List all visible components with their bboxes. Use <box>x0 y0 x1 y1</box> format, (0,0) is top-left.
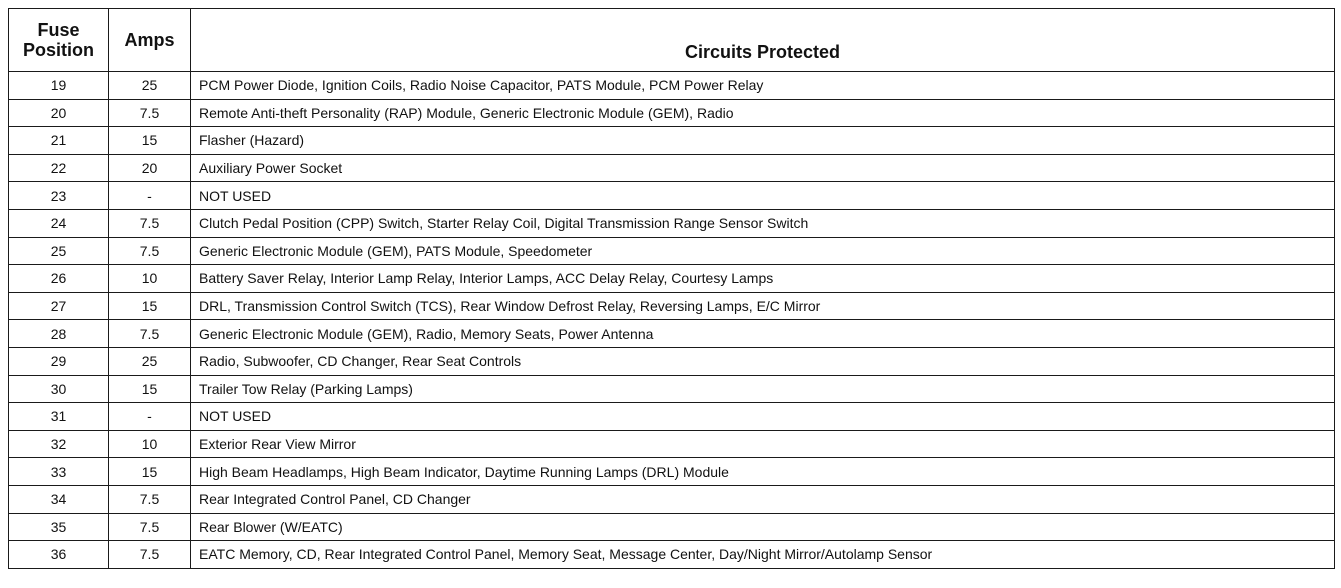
amps-cell: 10 <box>109 265 191 293</box>
amps-cell: 7.5 <box>109 99 191 127</box>
amps-cell: 15 <box>109 458 191 486</box>
circuits-cell: PCM Power Diode, Ignition Coils, Radio Noise Capacitor, PATS Module, PCM Power Relay <box>191 72 1335 100</box>
circuits-cell: Flasher (Hazard) <box>191 127 1335 155</box>
table-row <box>9 99 1335 127</box>
circuits-cell: High Beam Headlamps, High Beam Indicator, Daytime Running Lamps (DRL) Module <box>191 458 1335 486</box>
fuse-position-cell: 32 <box>9 430 109 458</box>
fuse-position-cell: 27 <box>9 292 109 320</box>
table-row <box>9 485 1335 513</box>
amps-cell: 7.5 <box>109 485 191 513</box>
table-row <box>9 154 1335 182</box>
header-circuits-protected: Circuits Protected <box>191 9 1335 72</box>
circuits-cell: Rear Blower (W/EATC) <box>191 513 1335 541</box>
amps-cell: - <box>109 403 191 431</box>
amps-cell: 25 <box>109 347 191 375</box>
fuse-position-cell: 24 <box>9 209 109 237</box>
circuits-cell: NOT USED <box>191 182 1335 210</box>
circuits-cell: Exterior Rear View Mirror <box>191 430 1335 458</box>
table-row <box>9 403 1335 431</box>
fuse-position-cell: 28 <box>9 320 109 348</box>
circuits-cell: Generic Electronic Module (GEM), PATS Module, Speedometer <box>191 237 1335 265</box>
table-row <box>9 209 1335 237</box>
amps-cell: 10 <box>109 430 191 458</box>
table-row <box>9 347 1335 375</box>
circuits-cell: Battery Saver Relay, Interior Lamp Relay, Interior Lamps, ACC Delay Relay, Courtesy Lamps <box>191 265 1335 293</box>
table-header <box>9 9 1335 72</box>
amps-cell: 7.5 <box>109 513 191 541</box>
table-row <box>9 237 1335 265</box>
fuse-position-cell: 25 <box>9 237 109 265</box>
header-row <box>9 9 1335 72</box>
table-row <box>9 292 1335 320</box>
table-row <box>9 320 1335 348</box>
fuse-position-cell: 29 <box>9 347 109 375</box>
circuits-cell: Clutch Pedal Position (CPP) Switch, Starter Relay Coil, Digital Transmission Range Sensor Switch <box>191 209 1335 237</box>
fuse-position-cell: 21 <box>9 127 109 155</box>
amps-cell: 20 <box>109 154 191 182</box>
circuits-cell: Auxiliary Power Socket <box>191 154 1335 182</box>
amps-cell: 25 <box>109 72 191 100</box>
amps-cell: - <box>109 182 191 210</box>
fuse-position-cell: 19 <box>9 72 109 100</box>
fuse-position-cell: 23 <box>9 182 109 210</box>
table-row <box>9 127 1335 155</box>
header-amps: Amps <box>109 9 191 72</box>
circuits-cell: DRL, Transmission Control Switch (TCS), Rear Window Defrost Relay, Reversing Lamps, E/C Mirror <box>191 292 1335 320</box>
table-row <box>9 541 1335 569</box>
table-body <box>9 72 1335 569</box>
circuits-cell: Trailer Tow Relay (Parking Lamps) <box>191 375 1335 403</box>
fuse-position-cell: 20 <box>9 99 109 127</box>
amps-cell: 7.5 <box>109 320 191 348</box>
table-row <box>9 513 1335 541</box>
amps-cell: 15 <box>109 127 191 155</box>
fuse-position-cell: 34 <box>9 485 109 513</box>
circuits-cell: Remote Anti-theft Personality (RAP) Module, Generic Electronic Module (GEM), Radio <box>191 99 1335 127</box>
amps-cell: 15 <box>109 292 191 320</box>
amps-cell: 7.5 <box>109 541 191 569</box>
amps-cell: 7.5 <box>109 237 191 265</box>
circuits-cell: Generic Electronic Module (GEM), Radio, Memory Seats, Power Antenna <box>191 320 1335 348</box>
fuse-position-cell: 26 <box>9 265 109 293</box>
circuits-cell: Rear Integrated Control Panel, CD Changer <box>191 485 1335 513</box>
table-row <box>9 182 1335 210</box>
header-fuse-position: Fuse Position <box>9 9 109 72</box>
fuse-table <box>8 8 1335 569</box>
fuse-position-cell: 36 <box>9 541 109 569</box>
fuse-position-cell: 33 <box>9 458 109 486</box>
amps-cell: 15 <box>109 375 191 403</box>
fuse-position-cell: 30 <box>9 375 109 403</box>
fuse-position-cell: 31 <box>9 403 109 431</box>
table-row <box>9 375 1335 403</box>
fuse-position-cell: 35 <box>9 513 109 541</box>
circuits-cell: NOT USED <box>191 403 1335 431</box>
amps-cell: 7.5 <box>109 209 191 237</box>
circuits-cell: EATC Memory, CD, Rear Integrated Control Panel, Memory Seat, Message Center, Day/Night Mirror/Autolamp Sensor <box>191 541 1335 569</box>
table-row <box>9 265 1335 293</box>
table-row <box>9 430 1335 458</box>
table-row <box>9 72 1335 100</box>
circuits-cell: Radio, Subwoofer, CD Changer, Rear Seat Controls <box>191 347 1335 375</box>
fuse-position-cell: 22 <box>9 154 109 182</box>
table-row <box>9 458 1335 486</box>
